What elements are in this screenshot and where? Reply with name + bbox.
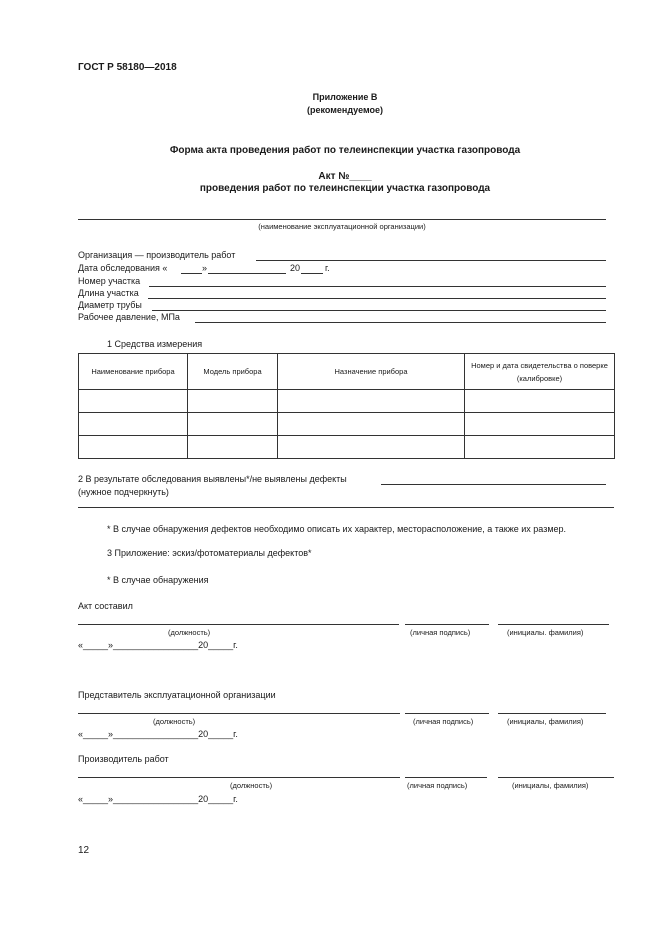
measurement-table: [78, 353, 615, 459]
page-number: 12: [78, 845, 90, 856]
field-date-day-line[interactable]: [181, 273, 202, 274]
signature1-initials-caption: (инициалы. фамилия): [507, 628, 584, 637]
table-header-row: [79, 354, 615, 390]
section3-text: 3 Приложение: эскиз/фотоматериалы дефектов*: [107, 548, 312, 558]
org-name-line[interactable]: [78, 219, 606, 220]
table-cell[interactable]: [465, 413, 615, 436]
signature3-signature-caption: (личная подпись): [407, 781, 468, 790]
field-organization-label: Организация — производитель работ: [78, 250, 236, 260]
field-date-month-line[interactable]: [208, 273, 286, 274]
section3-footnote: * В случае обнаружения: [107, 575, 209, 585]
signature3-signature-line[interactable]: [405, 777, 487, 778]
table-cell[interactable]: [465, 390, 615, 413]
field-diameter-label: Диаметр трубы: [78, 300, 142, 310]
signature3-initials-caption: (инициалы, фамилия): [512, 781, 589, 790]
field-length-label: Длина участка: [78, 288, 139, 298]
signature1-heading: Акт составил: [78, 601, 133, 611]
standard-code: ГОСТ Р 58180—2018: [78, 62, 177, 73]
signature1-date[interactable]: «_____»_________________20_____г.: [78, 640, 238, 650]
signature2-position-caption: (должность): [153, 717, 196, 726]
table-cell[interactable]: [188, 413, 278, 436]
org-caption: (наименование эксплуатационной организации): [258, 222, 426, 231]
field-date-year-prefix: 20: [290, 263, 301, 273]
field-date-close-quote: »: [202, 263, 208, 273]
table-cell[interactable]: [79, 413, 188, 436]
field-diameter-line[interactable]: [152, 310, 606, 311]
field-pressure-line[interactable]: [195, 322, 606, 323]
section2-footnote: * В случае обнаружения дефектов необходимо описать их характер, месторасположение, а также их размер.: [107, 524, 567, 534]
signature3-position-caption: (должность): [230, 781, 273, 790]
section1-title: 1 Средства измерения: [107, 339, 203, 349]
signature2-position-line[interactable]: [78, 713, 400, 714]
table-cell[interactable]: [465, 436, 615, 459]
field-organization-line[interactable]: [256, 260, 606, 261]
signature3-date[interactable]: «_____»_________________20_____г.: [78, 794, 238, 804]
signature2-signature-caption: (личная подпись): [413, 717, 474, 726]
field-date-suffix: г.: [325, 263, 330, 273]
signature1-signature-line[interactable]: [405, 624, 489, 625]
table-row: [79, 413, 615, 436]
signature2-initials-line[interactable]: [498, 713, 606, 714]
col-header-certificate: Номер и дата свидетельства о поверке (калибровке): [465, 354, 615, 390]
field-date-label: Дата обследования «: [78, 263, 168, 273]
signature2-date[interactable]: «_____»_________________20_____г.: [78, 729, 238, 739]
table-cell[interactable]: [188, 390, 278, 413]
section2-text: 2 В результате обследования выявлены*/не выявлены дефекты: [78, 474, 347, 484]
appendix-subtitle: (рекомендуемое): [307, 105, 383, 115]
col-header-device-purpose: Назначение прибора: [278, 354, 465, 390]
field-date-year-line[interactable]: [301, 273, 323, 274]
signature1-signature-caption: (личная подпись): [410, 628, 471, 637]
act-subtitle: проведения работ по телеинспекции участка газопровода: [199, 183, 491, 194]
form-title: Форма акта проведения работ по телеинспекции участка газопровода: [169, 145, 521, 156]
section2-defects-line[interactable]: [381, 484, 606, 485]
signature3-position-line[interactable]: [78, 777, 400, 778]
signature3-heading: Производитель работ: [78, 754, 169, 764]
table-cell[interactable]: [278, 436, 465, 459]
signature1-position-line[interactable]: [78, 624, 399, 625]
table-cell[interactable]: [278, 413, 465, 436]
table-row: [79, 436, 615, 459]
table-cell[interactable]: [79, 436, 188, 459]
field-section-number-line[interactable]: [149, 286, 606, 287]
table-cell[interactable]: [278, 390, 465, 413]
signature3-initials-line[interactable]: [498, 777, 614, 778]
table-cell[interactable]: [188, 436, 278, 459]
signature2-signature-line[interactable]: [405, 713, 489, 714]
signature1-initials-line[interactable]: [498, 624, 609, 625]
col-header-device-model: Модель прибора: [188, 354, 278, 390]
signature2-heading: Представитель эксплуатационной организации: [78, 690, 276, 700]
section2-extra-line[interactable]: [78, 507, 614, 508]
signature2-initials-caption: (инициалы, фамилия): [507, 717, 584, 726]
field-section-number-label: Номер участка: [78, 276, 141, 286]
col-header-device-name: Наименование прибора: [79, 354, 188, 390]
signature1-position-caption: (должность): [168, 628, 211, 637]
appendix-title: Приложение В: [312, 92, 378, 102]
table-row: [79, 390, 615, 413]
field-length-line[interactable]: [148, 298, 606, 299]
act-number: Акт №____: [318, 171, 372, 182]
table-cell[interactable]: [79, 390, 188, 413]
section2-note: (нужное подчеркнуть): [78, 487, 169, 497]
field-pressure-label: Рабочее давление, МПа: [78, 312, 180, 322]
